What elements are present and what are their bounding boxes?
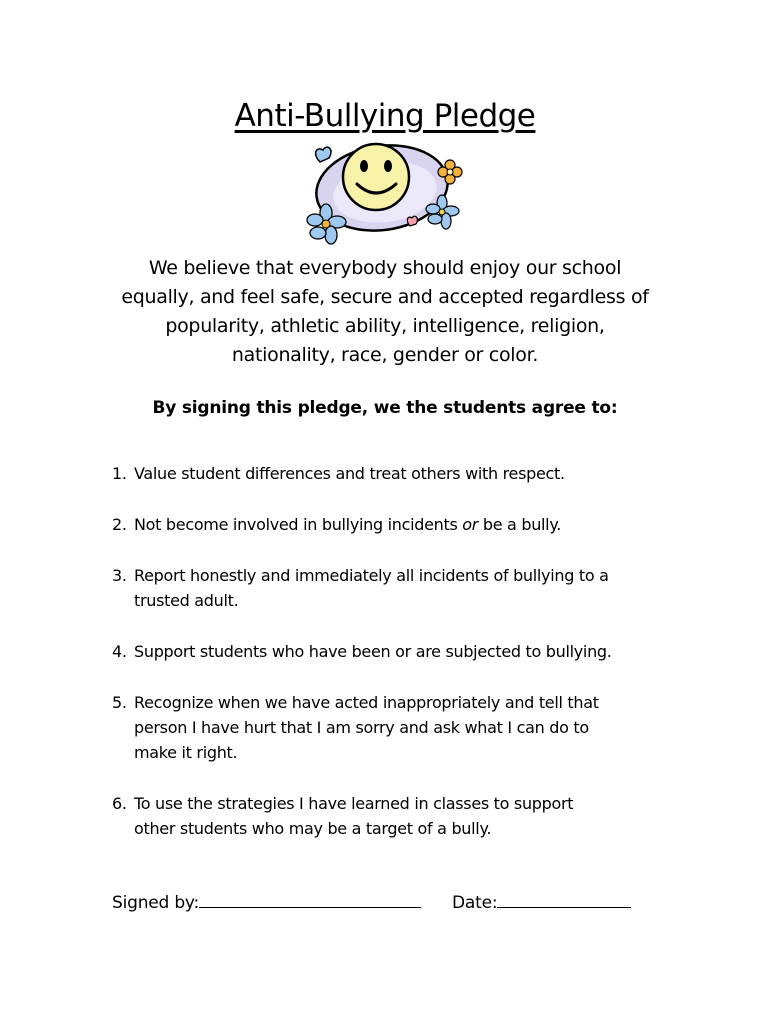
pledge-number: 2. [112,515,127,534]
intro-paragraph [95,254,675,370]
signature-line[interactable] [199,891,421,908]
date-field[interactable] [452,891,631,913]
smiley-illustration [300,140,470,250]
pledge-text: other students who may be a target of a bully. [134,819,492,838]
pledge-text: Report honestly and immediately all incidents of bullying to a [134,566,609,585]
pledge-text: To use the strategies I have learned in classes to support [134,794,574,813]
smiley-face [343,144,409,210]
page-title: Anti-Bullying Pledge [234,98,536,134]
date-line[interactable] [497,891,631,908]
signed-by-label: Signed by: [112,893,200,913]
pledge-item-6 [112,791,672,841]
pledge-number: 3. [112,566,127,585]
intro-line: We believe that everybody should enjoy our school [148,257,622,279]
pledge-text: be a bully. [478,515,562,534]
pledge-number: 6. [112,794,127,813]
pledge-text: person I have hurt that I am sorry and ask what I can do to [134,718,589,737]
heart-icon [316,147,331,162]
pledge-emphasis: or [462,515,479,534]
pledge-item-1 [112,461,672,486]
pledge-item-2 [112,512,672,537]
pledge-number: 4. [112,642,127,661]
pledge-text: Support students who have been or are subjected to bullying. [134,642,612,661]
pledge-item-3 [112,563,672,613]
pledge-item-4 [112,639,672,664]
pledge-text: Recognize when we have acted inappropriately and tell that [134,693,599,712]
pledge-text: trusted adult. [134,591,239,610]
signature-field[interactable] [112,891,421,913]
pledge-item-5 [112,690,672,765]
intro-line: popularity, athletic ability, intelligence, religion, [165,315,605,337]
date-label: Date: [452,893,498,913]
pledge-text: make it right. [134,743,238,762]
intro-line: equally, and feel safe, secure and accepted regardless of [121,286,649,308]
intro-line: nationality, race, gender or color. [231,344,539,366]
agree-heading: By signing this pledge, we the students agree to: [152,398,618,418]
pledge-text: Not become involved in bullying incidents [134,515,463,534]
heart-icon [407,216,417,226]
pledge-text: Value student differences and treat others with respect. [134,464,565,483]
pledge-number: 1. [112,464,127,483]
pledge-number: 5. [112,693,127,712]
